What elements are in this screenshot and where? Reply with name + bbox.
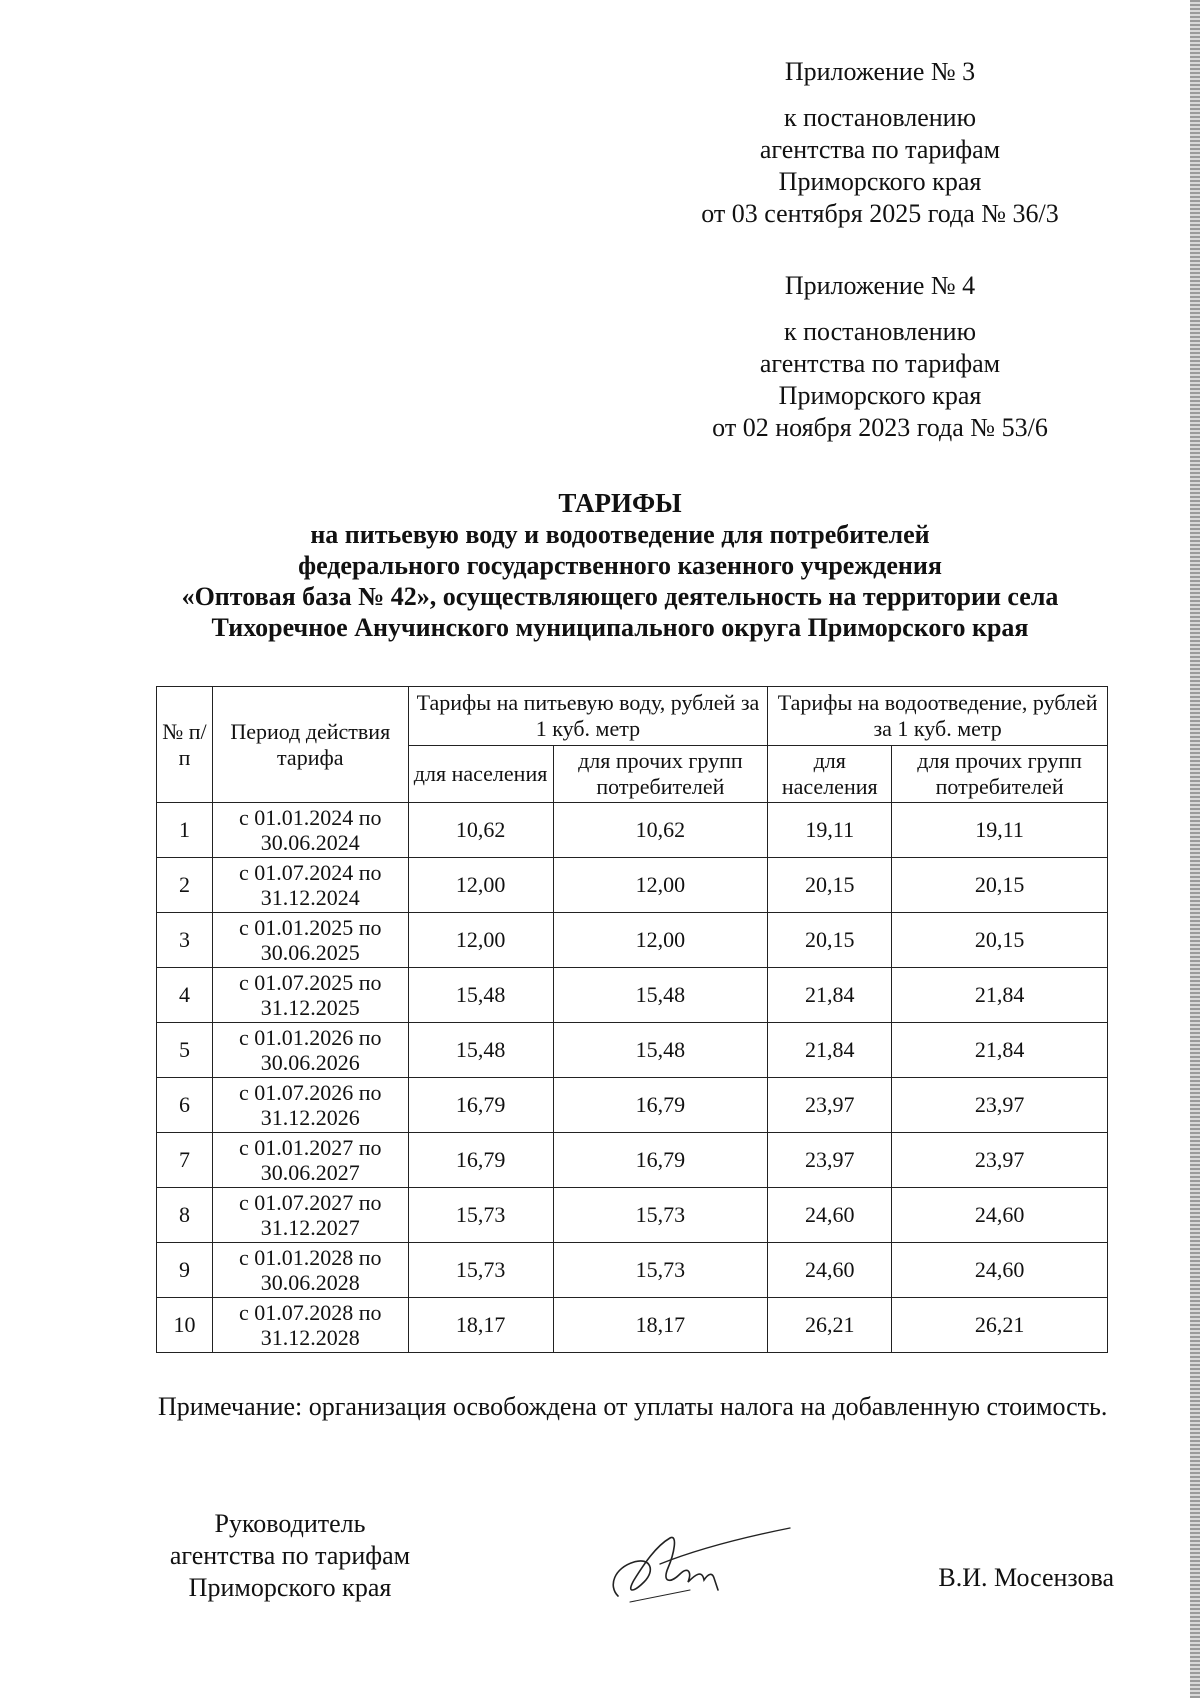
row-period: с 01.01.2025 по 30.06.2025: [212, 913, 408, 968]
table-row: [157, 1133, 1108, 1188]
row-water-others: 12,00: [553, 913, 768, 968]
row-water-others: 15,48: [553, 968, 768, 1023]
signer-position-line: Приморского края: [188, 1573, 392, 1602]
appendix-4-block: [680, 270, 1080, 444]
signer-position: [150, 1508, 430, 1604]
row-number: 3: [157, 913, 213, 968]
row-water-population: 10,62: [408, 803, 553, 858]
row-drain-others: 21,84: [892, 968, 1108, 1023]
row-drain-others: 20,15: [892, 913, 1108, 968]
header-drain-others: для прочих групп потребителей: [892, 746, 1108, 803]
appendix-3-line: к постановлению: [783, 103, 977, 132]
row-period: с 01.07.2027 по 31.12.2027: [212, 1188, 408, 1243]
row-period: с 01.07.2025 по 31.12.2025: [212, 968, 408, 1023]
row-water-population: 12,00: [408, 858, 553, 913]
title-line: на питьевую воду и водоотведение для потребителей: [310, 520, 930, 549]
appendix-4-line: агентства по тарифам: [759, 349, 1001, 378]
table-row: [157, 1243, 1108, 1298]
row-water-others: 10,62: [553, 803, 768, 858]
appendix-3-line: агентства по тарифам: [759, 135, 1001, 164]
row-number: 1: [157, 803, 213, 858]
row-water-population: 15,73: [408, 1188, 553, 1243]
table-body: [157, 803, 1108, 1353]
row-drain-others: 24,60: [892, 1243, 1108, 1298]
row-water-others: 15,73: [553, 1243, 768, 1298]
row-water-others: 18,17: [553, 1298, 768, 1353]
title-line: федерального государственного казенного учреждения: [298, 551, 942, 580]
row-drain-population: 20,15: [768, 913, 892, 968]
row-period: с 01.01.2026 по 30.06.2026: [212, 1023, 408, 1078]
table-row: [157, 1298, 1108, 1353]
row-period: с 01.01.2028 по 30.06.2028: [212, 1243, 408, 1298]
row-number: 7: [157, 1133, 213, 1188]
row-water-population: 18,17: [408, 1298, 553, 1353]
row-number: 5: [157, 1023, 213, 1078]
table-row: [157, 913, 1108, 968]
tax-note: Примечание: организация освобождена от уплаты налога на добавленную стоимость.: [158, 1392, 1108, 1421]
row-number: 6: [157, 1078, 213, 1133]
row-drain-population: 26,21: [768, 1298, 892, 1353]
row-water-population: 15,73: [408, 1243, 553, 1298]
row-water-population: 16,79: [408, 1078, 553, 1133]
appendix-4-line: к постановлению: [783, 317, 977, 346]
appendix-4-line: Приморского края: [778, 381, 982, 410]
row-water-population: 16,79: [408, 1133, 553, 1188]
row-drain-others: 26,21: [892, 1298, 1108, 1353]
row-drain-others: 19,11: [892, 803, 1108, 858]
header-drain-population: для населения: [768, 746, 892, 803]
row-period: с 01.01.2027 по 30.06.2027: [212, 1133, 408, 1188]
row-number: 2: [157, 858, 213, 913]
row-water-others: 12,00: [553, 858, 768, 913]
appendix-3-line: от 03 сентября 2025 года № 36/3: [701, 199, 1059, 228]
row-drain-population: 24,60: [768, 1243, 892, 1298]
row-number: 4: [157, 968, 213, 1023]
appendix-4-line: от 02 ноября 2023 года № 53/6: [712, 413, 1048, 442]
row-drain-population: 21,84: [768, 1023, 892, 1078]
row-period: с 01.07.2026 по 31.12.2026: [212, 1078, 408, 1133]
header-number: № п/п: [157, 687, 213, 803]
table-row: [157, 858, 1108, 913]
row-drain-population: 23,97: [768, 1133, 892, 1188]
signer-name: В.И. Мосензова: [938, 1563, 1114, 1592]
row-number: 8: [157, 1188, 213, 1243]
row-drain-others: 23,97: [892, 1078, 1108, 1133]
row-water-population: 15,48: [408, 968, 553, 1023]
header-water-population: для населения: [408, 746, 553, 803]
document-title: [130, 488, 1110, 643]
table-row: [157, 803, 1108, 858]
row-drain-population: 24,60: [768, 1188, 892, 1243]
table-row: [157, 968, 1108, 1023]
table-header-row: [157, 687, 1108, 746]
header-water-others: для прочих групп потребителей: [553, 746, 768, 803]
signer-position-line: агентства по тарифам: [169, 1541, 411, 1570]
row-drain-others: 24,60: [892, 1188, 1108, 1243]
row-water-others: 16,79: [553, 1078, 768, 1133]
row-water-population: 12,00: [408, 913, 553, 968]
title-line: Тихоречное Анучинского муниципального округа Приморского края: [211, 613, 1029, 642]
row-period: с 01.07.2028 по 31.12.2028: [212, 1298, 408, 1353]
header-water-tariffs: Тарифы на питьевую воду, рублей за 1 куб. метр: [408, 687, 768, 746]
table-row: [157, 1188, 1108, 1243]
scan-edge-artifact: [1190, 0, 1200, 1698]
row-drain-population: 23,97: [768, 1078, 892, 1133]
row-drain-others: 20,15: [892, 858, 1108, 913]
table-row: [157, 1023, 1108, 1078]
row-drain-population: 20,15: [768, 858, 892, 913]
row-water-others: 16,79: [553, 1133, 768, 1188]
row-drain-population: 21,84: [768, 968, 892, 1023]
row-water-others: 15,48: [553, 1023, 768, 1078]
row-number: 9: [157, 1243, 213, 1298]
appendix-4-title: Приложение № 4: [784, 271, 976, 300]
appendix-3-block: [680, 56, 1080, 230]
handwritten-signature: [600, 1524, 800, 1614]
row-period: с 01.07.2024 по 31.12.2024: [212, 858, 408, 913]
row-drain-others: 23,97: [892, 1133, 1108, 1188]
tariffs-table: [156, 686, 1108, 1353]
signer-position-line: Руководитель: [214, 1509, 366, 1538]
header-period: Период действия тарифа: [212, 687, 408, 803]
appendix-3-line: Приморского края: [778, 167, 982, 196]
row-water-population: 15,48: [408, 1023, 553, 1078]
title-main: ТАРИФЫ: [558, 488, 682, 518]
title-line: «Оптовая база № 42», осуществляющего деятельность на территории села: [181, 582, 1059, 611]
row-drain-population: 19,11: [768, 803, 892, 858]
header-drain-tariffs: Тарифы на водоотведение, рублей за 1 куб. метр: [768, 687, 1108, 746]
row-period: с 01.01.2024 по 30.06.2024: [212, 803, 408, 858]
appendix-3-title: Приложение № 3: [784, 57, 976, 86]
table-row: [157, 1078, 1108, 1133]
row-number: 10: [157, 1298, 213, 1353]
row-drain-others: 21,84: [892, 1023, 1108, 1078]
row-water-others: 15,73: [553, 1188, 768, 1243]
